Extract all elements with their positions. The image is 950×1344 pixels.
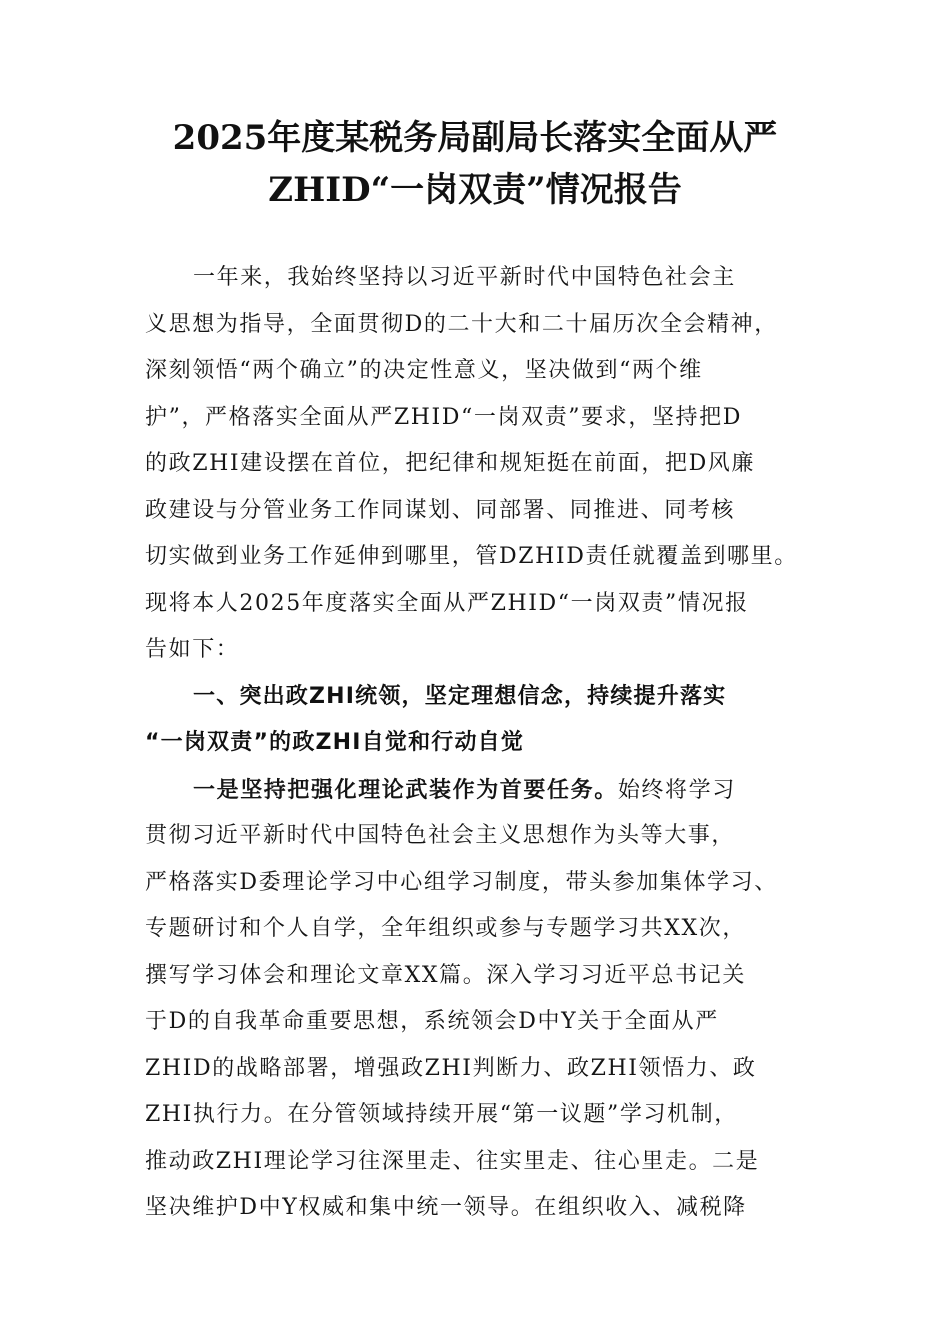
- section1-line-1: [145, 767, 825, 814]
- section1-heading-line-2: “一岗双责”的政ZHI自觉和行动自觉: [145, 730, 525, 755]
- intro-line-1: 一年来，我始终坚持以习近平新时代中国特色社会主: [193, 265, 736, 290]
- intro-line-3: 深刻领悟“两个确立”的决定性意义，坚决做到“两个维: [145, 358, 703, 383]
- section1-line-10: 坚决维护D中Y权威和集中统一领导。在组织收入、减税降: [145, 1195, 747, 1220]
- intro-line-6: 政建设与分管业务工作同谋划、同部署、同推进、同考核: [145, 497, 736, 523]
- intro-line-7: 切实做到业务工作延伸到哪里，管DZHID责任就覆盖到哪里。: [145, 544, 798, 569]
- document-title: [0, 112, 950, 216]
- document-body: [145, 255, 825, 1232]
- intro-line-2: 义思想为指导，全面贯彻D的二十大和二十届历次全会精神，: [145, 311, 778, 337]
- section1-lead-bold: 一是坚持把强化理论武装作为首要任务。: [193, 776, 618, 803]
- title-line-1: 2025年度某税务局副局长落实全面从严: [172, 118, 778, 158]
- section1-lead-rest: 始终将学习: [617, 777, 736, 803]
- intro-line-4: 护”，严格落实全面从严ZHID“一岗双责”要求，坚持把D: [145, 404, 742, 430]
- section1-line-6: 于D的自我革命重要思想，系统领会D中Y关于全面从严: [145, 1009, 719, 1034]
- section1-line-9: 推动政ZHI理论学习往深里走、往实里走、往心里走。二是: [145, 1148, 760, 1174]
- section1-line-4: 专题研讨和个人自学，全年组织或参与专题学习共XX次，: [145, 916, 746, 941]
- intro-line-5: 的政ZHI建设摆在首位，把纪律和规矩挺在前面，把D风廉: [145, 451, 756, 476]
- section1-heading-line-1: 一、突出政ZHI统领，坚定理想信念，持续提升落实: [193, 683, 727, 709]
- section1-line-7: ZHID的战略部署，增强政ZHI判断力、政ZHI领悟力、政: [145, 1055, 757, 1081]
- intro-line-9: 告如下：: [145, 637, 240, 662]
- section1-line-8: ZHI执行力。在分管领域持续开展“第一议题”学习机制，: [145, 1102, 738, 1127]
- title-line-2: ZHID“一岗双责”情况报告: [268, 170, 682, 210]
- section1-line-5: 撰写学习体会和理论文章XX篇。深入学习习近平总书记关: [145, 962, 746, 988]
- section1-line-2: 贯彻习近平新时代中国特色社会主义思想作为头等大事，: [145, 823, 736, 848]
- intro-line-8: 现将本人2025年度落实全面从严ZHID“一岗双责”情况报: [145, 590, 749, 616]
- section1-line-3: 严格落实D委理论学习中心组学习制度，带头参加集体学习、: [145, 869, 778, 895]
